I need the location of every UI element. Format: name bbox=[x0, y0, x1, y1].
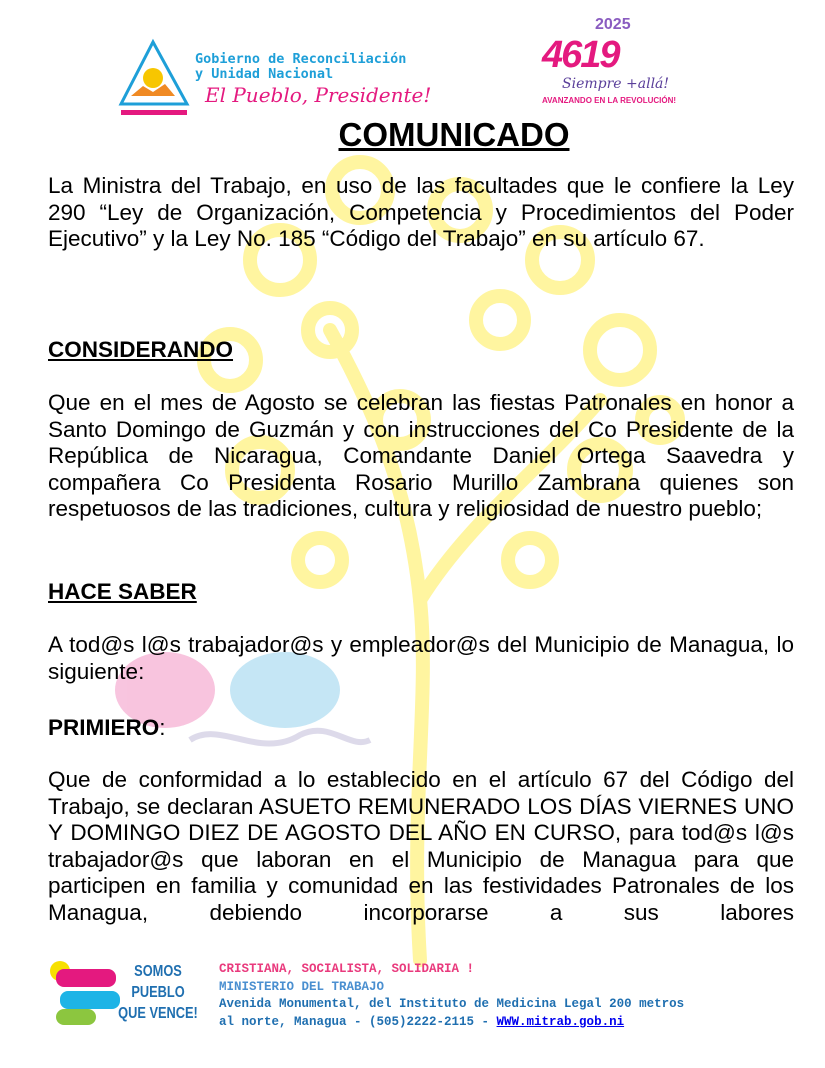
considerando-heading: CONSIDERANDO bbox=[48, 337, 234, 362]
4619-anniversary-logo: 2025 4619 Siempre +allá! AVANZANDO EN LA REVOLUCIÓN! bbox=[542, 16, 677, 105]
footer-info: CRISTIANA, SOCIALISTA, SOLIDARIA ! MINISTERIO DEL TRABAJO Avenida Monumental, del Instituto de Medicina Legal 200 metros al norte, Managua - (505)2222-2115 - WWW.mitrab.gob.ni bbox=[219, 962, 685, 1029]
government-name: Gobierno de Reconciliación y Unidad Nacional bbox=[195, 51, 407, 82]
slogan: El Pueblo, Presidente! bbox=[205, 83, 432, 107]
hace-saber-heading: HACE SABER bbox=[48, 579, 197, 604]
page-title: COMUNICADO bbox=[338, 116, 570, 153]
intro-paragraph: La Ministra del Trabajo, en uso de las facultades que le confiere la Ley 290 “Ley de Organización, Competencia y Procedimientos del Poder Ejecutivo” y la Ley No. 185 “Código del Trabajo” en su artículo 67. bbox=[48, 173, 794, 251]
website-link[interactable]: WWW.mitrab.gob.ni bbox=[496, 1014, 625, 1029]
primero-heading-row: PRIMIERO: bbox=[48, 715, 166, 740]
hace-saber-paragraph: A tod@s l@s trabajador@s y empleador@s del Municipio de Managua, lo siguiente: bbox=[48, 632, 794, 684]
considerando-paragraph: Que en el mes de Agosto se celebran las fiestas Patronales en honor a Santo Domingo de Guzmán y con instrucciones del Co Presidente de la República de Nicaragua, Comandante Daniel Ortega Saavedra y compañera Co Presidenta Rosario Murillo Zambrana quienes son respetuosos de las tradiciones, cultura y religiosidad de nuestro pueblo; bbox=[48, 390, 794, 521]
primero-paragraph: Que de conformidad a lo establecido en el artículo 67 del Código del Trabajo, se declaran ASUETO REMUNERADO LOS DÍAS VIERNES UNO Y DOMINGO DIEZ DE AGOSTO DEL AÑO EN CURSO, para tod@s l@s trabajador@s que laboran en el Municipio de Managua para que participen en familia y comunidad en las festividades Patronales de los Managua, debiendo incorporarse a sus labores bbox=[48, 767, 794, 925]
primero-heading: PRIMIERO bbox=[48, 715, 160, 740]
somos-pueblo-logo: SOMOS PUEBLO QUE VENCE! bbox=[50, 957, 200, 1032]
government-emblem-logo bbox=[113, 38, 195, 120]
